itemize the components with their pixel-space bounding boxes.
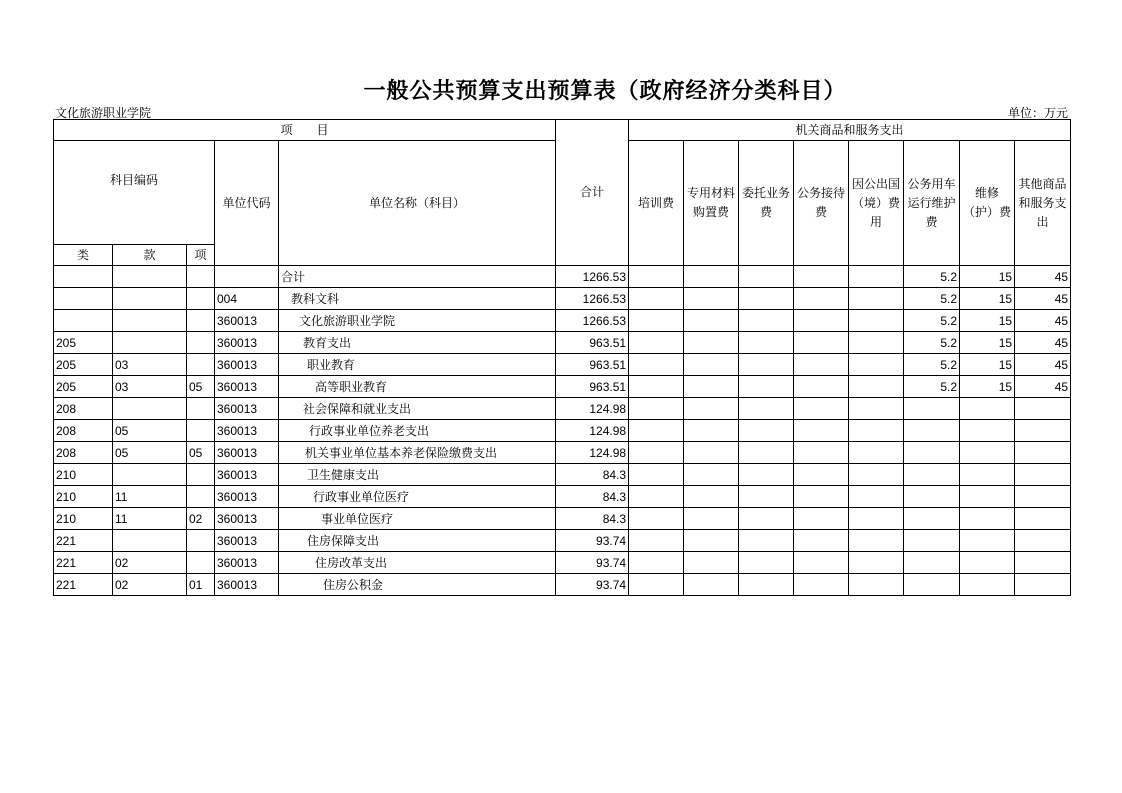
cell-entrusted — [739, 376, 794, 398]
organization-name: 文化旅游职业学院 — [55, 106, 152, 120]
cell-other — [1015, 574, 1071, 596]
cell-materials — [684, 552, 739, 574]
header-kuan: 款 — [113, 245, 187, 266]
cell-lei: 221 — [54, 574, 113, 596]
cell-reception — [794, 398, 849, 420]
header-subject-code: 科目编码 — [54, 141, 215, 245]
header-unit-name: 单位名称（科目） — [279, 141, 556, 266]
cell-lei — [54, 288, 113, 310]
cell-unit-name: 职业教育 — [279, 354, 556, 376]
cell-lei: 210 — [54, 508, 113, 530]
cell-unit-code: 360013 — [215, 442, 279, 464]
cell-reception — [794, 354, 849, 376]
cell-xiang: 01 — [187, 574, 215, 596]
cell-abroad — [849, 574, 904, 596]
cell-vehicle: 5.2 — [904, 332, 960, 354]
cell-unit-name: 机关事业单位基本养老保险缴费支出 — [279, 442, 556, 464]
cell-vehicle — [904, 442, 960, 464]
cell-other: 45 — [1015, 332, 1071, 354]
cell-materials — [684, 288, 739, 310]
cell-training — [629, 266, 684, 288]
header-col-repair: 维修（护）费 — [960, 141, 1015, 266]
cell-repair: 15 — [960, 266, 1015, 288]
cell-unit-name: 合计 — [279, 266, 556, 288]
cell-lei: 221 — [54, 552, 113, 574]
unit-label: 单位：万元 — [1007, 106, 1068, 120]
header-project: 项 目 — [54, 120, 556, 141]
header-col-training: 培训费 — [629, 141, 684, 266]
table-row — [54, 442, 1071, 464]
cell-total: 1266.53 — [556, 266, 629, 288]
cell-kuan: 05 — [113, 442, 187, 464]
cell-entrusted — [739, 508, 794, 530]
cell-total: 93.74 — [556, 574, 629, 596]
cell-xiang: 02 — [187, 508, 215, 530]
cell-unit-code: 360013 — [215, 486, 279, 508]
cell-other — [1015, 552, 1071, 574]
cell-unit-code: 360013 — [215, 552, 279, 574]
cell-unit-name: 住房改革支出 — [279, 552, 556, 574]
cell-materials — [684, 574, 739, 596]
cell-xiang — [187, 354, 215, 376]
cell-reception — [794, 332, 849, 354]
cell-kuan — [113, 266, 187, 288]
cell-abroad — [849, 464, 904, 486]
cell-abroad — [849, 310, 904, 332]
cell-training — [629, 574, 684, 596]
cell-xiang: 05 — [187, 376, 215, 398]
cell-xiang — [187, 266, 215, 288]
cell-other — [1015, 486, 1071, 508]
table-row — [54, 420, 1071, 442]
cell-abroad — [849, 354, 904, 376]
cell-lei: 208 — [54, 442, 113, 464]
cell-reception — [794, 464, 849, 486]
cell-vehicle — [904, 398, 960, 420]
cell-other — [1015, 530, 1071, 552]
cell-other — [1015, 420, 1071, 442]
cell-reception — [794, 310, 849, 332]
cell-lei: 205 — [54, 354, 113, 376]
cell-unit-name: 教育支出 — [279, 332, 556, 354]
cell-vehicle — [904, 508, 960, 530]
cell-kuan — [113, 464, 187, 486]
cell-other: 45 — [1015, 376, 1071, 398]
cell-kuan: 05 — [113, 420, 187, 442]
table-row — [54, 288, 1071, 310]
cell-abroad — [849, 508, 904, 530]
cell-repair: 15 — [960, 354, 1015, 376]
table-row — [54, 332, 1071, 354]
cell-unit-code: 360013 — [215, 332, 279, 354]
cell-materials — [684, 464, 739, 486]
cell-repair: 15 — [960, 310, 1015, 332]
table-row — [54, 464, 1071, 486]
cell-unit-code — [215, 266, 279, 288]
cell-training — [629, 288, 684, 310]
cell-reception — [794, 266, 849, 288]
cell-unit-code: 360013 — [215, 376, 279, 398]
cell-repair — [960, 398, 1015, 420]
cell-materials — [684, 398, 739, 420]
cell-reception — [794, 288, 849, 310]
cell-entrusted — [739, 420, 794, 442]
cell-unit-name: 高等职业教育 — [279, 376, 556, 398]
cell-repair — [960, 442, 1015, 464]
cell-kuan — [113, 530, 187, 552]
cell-unit-name: 行政事业单位医疗 — [279, 486, 556, 508]
cell-materials — [684, 310, 739, 332]
table-row — [54, 398, 1071, 420]
cell-vehicle — [904, 420, 960, 442]
cell-abroad — [849, 398, 904, 420]
cell-repair — [960, 486, 1015, 508]
cell-kuan: 11 — [113, 508, 187, 530]
cell-unit-code: 360013 — [215, 310, 279, 332]
page-title: 一般公共预算支出预算表（政府经济分类科目） — [363, 79, 847, 104]
header-col-vehicle: 公务用车运行维护费 — [904, 141, 960, 266]
cell-other — [1015, 398, 1071, 420]
cell-lei: 210 — [54, 486, 113, 508]
cell-lei — [54, 310, 113, 332]
cell-xiang — [187, 398, 215, 420]
cell-materials — [684, 508, 739, 530]
cell-other: 45 — [1015, 310, 1071, 332]
cell-repair: 15 — [960, 376, 1015, 398]
cell-xiang — [187, 464, 215, 486]
cell-kuan: 02 — [113, 552, 187, 574]
cell-other: 45 — [1015, 288, 1071, 310]
cell-vehicle — [904, 464, 960, 486]
cell-vehicle: 5.2 — [904, 354, 960, 376]
cell-entrusted — [739, 530, 794, 552]
cell-total: 124.98 — [556, 442, 629, 464]
cell-materials — [684, 530, 739, 552]
cell-training — [629, 310, 684, 332]
header-xiang: 项 — [187, 245, 215, 266]
cell-xiang — [187, 552, 215, 574]
cell-xiang — [187, 310, 215, 332]
cell-abroad — [849, 288, 904, 310]
cell-kuan: 03 — [113, 354, 187, 376]
cell-vehicle: 5.2 — [904, 376, 960, 398]
cell-total: 124.98 — [556, 398, 629, 420]
cell-training — [629, 354, 684, 376]
cell-kuan: 03 — [113, 376, 187, 398]
cell-unit-name: 行政事业单位养老支出 — [279, 420, 556, 442]
cell-total: 963.51 — [556, 376, 629, 398]
cell-materials — [684, 266, 739, 288]
cell-unit-code: 360013 — [215, 530, 279, 552]
table-row — [54, 552, 1071, 574]
cell-unit-name: 卫生健康支出 — [279, 464, 556, 486]
cell-entrusted — [739, 332, 794, 354]
cell-repair — [960, 574, 1015, 596]
table-row — [54, 266, 1071, 288]
cell-total: 1266.53 — [556, 288, 629, 310]
cell-repair: 15 — [960, 288, 1015, 310]
cell-other — [1015, 464, 1071, 486]
cell-entrusted — [739, 486, 794, 508]
cell-kuan: 02 — [113, 574, 187, 596]
cell-unit-code: 004 — [215, 288, 279, 310]
cell-repair — [960, 420, 1015, 442]
cell-repair: 15 — [960, 332, 1015, 354]
cell-materials — [684, 486, 739, 508]
cell-entrusted — [739, 354, 794, 376]
cell-unit-code: 360013 — [215, 354, 279, 376]
cell-total: 93.74 — [556, 530, 629, 552]
table-row — [54, 354, 1071, 376]
cell-unit-code: 360013 — [215, 508, 279, 530]
cell-training — [629, 508, 684, 530]
cell-lei: 205 — [54, 332, 113, 354]
cell-total: 963.51 — [556, 354, 629, 376]
cell-repair — [960, 552, 1015, 574]
cell-unit-name: 住房保障支出 — [279, 530, 556, 552]
cell-total: 84.3 — [556, 464, 629, 486]
cell-total: 963.51 — [556, 332, 629, 354]
header-group: 机关商品和服务支出 — [629, 120, 1071, 141]
table-row — [54, 486, 1071, 508]
cell-vehicle — [904, 574, 960, 596]
cell-entrusted — [739, 398, 794, 420]
cell-total: 93.74 — [556, 552, 629, 574]
cell-reception — [794, 420, 849, 442]
cell-unit-code: 360013 — [215, 574, 279, 596]
cell-xiang — [187, 486, 215, 508]
cell-materials — [684, 442, 739, 464]
cell-xiang — [187, 288, 215, 310]
cell-unit-name: 住房公积金 — [279, 574, 556, 596]
cell-entrusted — [739, 442, 794, 464]
cell-kuan: 11 — [113, 486, 187, 508]
cell-abroad — [849, 420, 904, 442]
header-col-materials: 专用材料购置费 — [684, 141, 739, 266]
cell-repair — [960, 530, 1015, 552]
cell-kuan — [113, 288, 187, 310]
cell-materials — [684, 354, 739, 376]
table-row — [54, 376, 1071, 398]
cell-lei: 210 — [54, 464, 113, 486]
cell-training — [629, 398, 684, 420]
cell-training — [629, 530, 684, 552]
cell-entrusted — [739, 266, 794, 288]
cell-kuan — [113, 332, 187, 354]
cell-training — [629, 552, 684, 574]
cell-training — [629, 420, 684, 442]
cell-training — [629, 332, 684, 354]
cell-unit-name: 文化旅游职业学院 — [279, 310, 556, 332]
header-col-other: 其他商品和服务支出 — [1015, 141, 1071, 266]
cell-xiang — [187, 420, 215, 442]
cell-lei: 221 — [54, 530, 113, 552]
table-body — [54, 266, 1071, 596]
table-row — [54, 530, 1071, 552]
cell-other — [1015, 442, 1071, 464]
cell-abroad — [849, 486, 904, 508]
cell-vehicle — [904, 486, 960, 508]
header-lei: 类 — [54, 245, 113, 266]
cell-lei: 208 — [54, 420, 113, 442]
table-row — [54, 574, 1071, 596]
cell-training — [629, 486, 684, 508]
cell-vehicle: 5.2 — [904, 310, 960, 332]
cell-training — [629, 376, 684, 398]
cell-unit-name: 事业单位医疗 — [279, 508, 556, 530]
table-row — [54, 310, 1071, 332]
table-row — [54, 508, 1071, 530]
cell-total: 84.3 — [556, 486, 629, 508]
cell-materials — [684, 376, 739, 398]
header-col-abroad: 因公出国（境）费用 — [849, 141, 904, 266]
cell-entrusted — [739, 552, 794, 574]
cell-unit-code: 360013 — [215, 420, 279, 442]
cell-reception — [794, 376, 849, 398]
cell-training — [629, 442, 684, 464]
cell-abroad — [849, 442, 904, 464]
cell-reception — [794, 508, 849, 530]
cell-materials — [684, 420, 739, 442]
cell-vehicle — [904, 552, 960, 574]
cell-abroad — [849, 266, 904, 288]
cell-abroad — [849, 552, 904, 574]
cell-lei: 208 — [54, 398, 113, 420]
cell-abroad — [849, 332, 904, 354]
cell-kuan — [113, 310, 187, 332]
cell-kuan — [113, 398, 187, 420]
budget-table — [53, 119, 1071, 596]
cell-vehicle — [904, 530, 960, 552]
cell-reception — [794, 442, 849, 464]
cell-abroad — [849, 376, 904, 398]
cell-xiang — [187, 530, 215, 552]
cell-vehicle: 5.2 — [904, 266, 960, 288]
cell-reception — [794, 574, 849, 596]
cell-abroad — [849, 530, 904, 552]
cell-unit-code: 360013 — [215, 398, 279, 420]
cell-other: 45 — [1015, 266, 1071, 288]
cell-repair — [960, 464, 1015, 486]
cell-unit-code: 360013 — [215, 464, 279, 486]
cell-lei — [54, 266, 113, 288]
cell-entrusted — [739, 464, 794, 486]
cell-xiang — [187, 332, 215, 354]
cell-total: 124.98 — [556, 420, 629, 442]
header-total: 合计 — [556, 120, 629, 266]
cell-reception — [794, 486, 849, 508]
header-unit-code: 单位代码 — [215, 141, 279, 266]
cell-total: 84.3 — [556, 508, 629, 530]
cell-lei: 205 — [54, 376, 113, 398]
cell-entrusted — [739, 574, 794, 596]
header-col-entrusted: 委托业务费 — [739, 141, 794, 266]
cell-vehicle: 5.2 — [904, 288, 960, 310]
cell-reception — [794, 552, 849, 574]
cell-unit-name: 社会保障和就业支出 — [279, 398, 556, 420]
cell-entrusted — [739, 288, 794, 310]
cell-training — [629, 464, 684, 486]
cell-unit-name: 教科文科 — [279, 288, 556, 310]
cell-total: 1266.53 — [556, 310, 629, 332]
cell-repair — [960, 508, 1015, 530]
cell-other — [1015, 508, 1071, 530]
header-col-reception: 公务接待费 — [794, 141, 849, 266]
cell-materials — [684, 332, 739, 354]
cell-entrusted — [739, 310, 794, 332]
cell-xiang: 05 — [187, 442, 215, 464]
cell-reception — [794, 530, 849, 552]
cell-other: 45 — [1015, 354, 1071, 376]
